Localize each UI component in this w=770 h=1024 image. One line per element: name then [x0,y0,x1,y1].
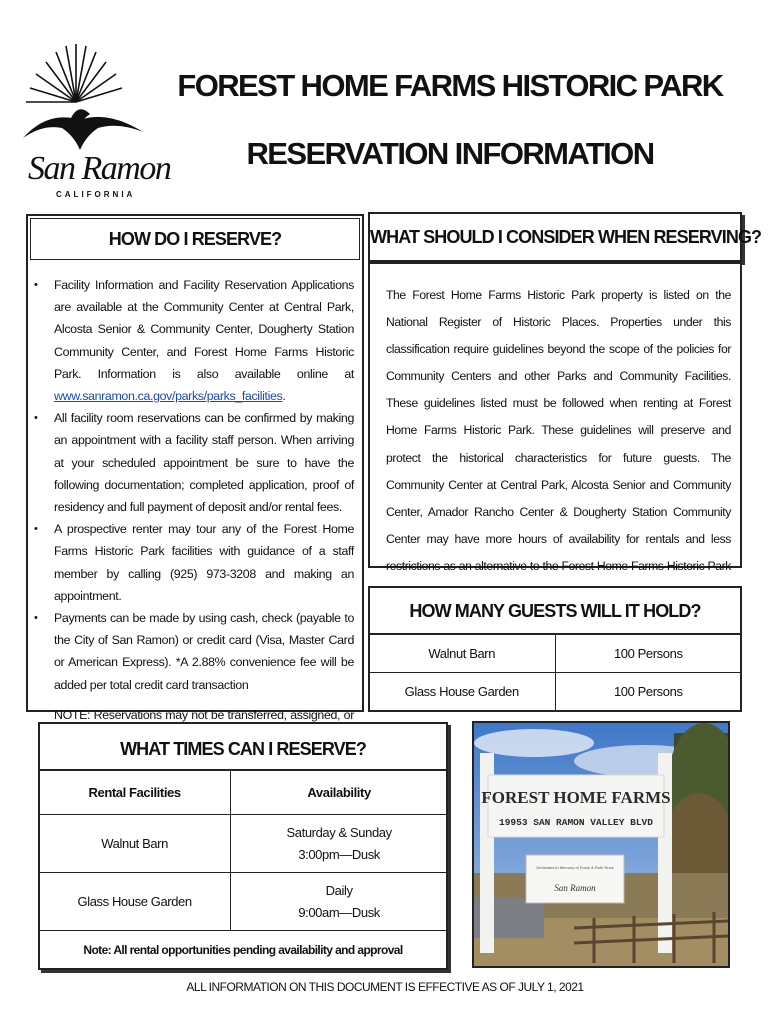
table-row [39,873,448,931]
times-note: Note: All rental opportunities pending availability and approval [39,931,448,969]
san-ramon-logo [18,40,171,200]
availability-days: Saturday & Sunday [286,824,392,840]
table-row [39,931,448,969]
list-item: • A prospective renter may tour any of the Forest Home Farms Historic Park facilities with guidance of a staff member by calling (925) 973-3208 and making an appointment. [30,518,354,607]
consider-heading-box [368,212,762,262]
consider-section [368,262,742,573]
guests-section [368,586,742,712]
page-title-line2: RESERVATION INFORMATION [246,136,654,171]
list-item [30,274,354,407]
reserve-steps-list [30,274,354,696]
times-availability-cell [231,815,448,873]
times-heading: WHAT TIMES CAN I RESERVE? [40,724,446,770]
times-facility-cell: Glass House Garden [39,873,231,931]
list-item: • All facility room reservations can be confirmed by making an appointment with a facility staff person. When arriving at your scheduled appointment be sure to have the following documentation; completed application, proof of residency and full payment of deposit and/or rental fees. [30,407,354,518]
guests-capacity-cell: 100 Persons [555,635,742,673]
guests-table [368,634,742,711]
sign-title-text: FOREST HOME FARMS [481,788,671,807]
parks-facilities-link[interactable]: www.sanramon.ca.gov/parks/parks_facilities [54,389,283,404]
plaque-dedication-text: Dedicated in Memory of Frank & Ruth Russ [536,865,614,870]
page-title-line1: FOREST HOME FARMS HISTORIC PARK [177,68,723,103]
how-to-reserve-heading: HOW DO I RESERVE? [30,218,360,260]
availability-days: Daily [325,882,353,898]
guests-facility-cell: Walnut Barn [369,635,556,673]
consider-heading: WHAT SHOULD I CONSIDER WHEN RESERVING? [370,214,740,260]
times-table [38,770,448,969]
guests-capacity-cell: 100 Persons [555,673,742,711]
consider-text: The Forest Home Farms Historic Park property is listed on the National Register of Historic Places. Properties under this classification require guidelines beyond the scope of the policies for Community Centers and other Parks and Community Facilities. These guidelines listed must be followed when renting at Forest Home Farms Historic Park. These guidelines will preserve and protect the historical characteristics for future guests. The Community Center at Central Park, Alcosta Senior and Community Center, Amador Rancho Center & Dougherty Station Community Center may have more hours of availability for rentals and less restrictions as an alternative to the Forest Home Farms Historic Park [386,288,731,573]
sun-eagle-icon [18,40,148,155]
reserve-info-text: Facility Information and Facility Reservation Applications are available at the Community Center at Central Park, Alcosta Senior & Community Center, Dougherty Station Community Center, and Forest Home Farms Historic Park. Information is also available online at [54,278,354,381]
logo-city-name: San Ramon [28,150,171,187]
times-availability-cell [231,873,448,931]
availability-hours: 9:00am—Dusk [298,904,380,920]
sign-address-text: 19953 SAN RAMON VALLEY BLVD [499,817,653,828]
table-row [39,815,448,873]
how-to-reserve-section [26,214,364,722]
effective-date-footer: ALL INFORMATION ON THIS DOCUMENT IS EFFECTIVE AS OF JULY 1, 2021 [186,980,584,994]
plaque-logo-text: San Ramon [554,883,596,893]
sign-photo-illustration [474,723,728,966]
times-facility-cell: Walnut Barn [39,815,231,873]
availability-header: Availability [231,771,448,815]
guests-heading: HOW MANY GUESTS WILL IT HOLD? [370,588,740,634]
forest-home-farms-sign-photo [472,721,730,968]
period: . [282,389,286,404]
guests-facility-cell: Glass House Garden [369,673,556,711]
rental-facilities-header: Rental Facilities [39,771,231,815]
table-row [369,673,742,711]
list-item: • Payments can be made by using cash, check (payable to the City of San Ramon) or credit card (Visa, Master Card or American Express). *A 2.88% convenience fee will be added per total credit card transaction [30,607,354,696]
table-row [369,635,742,673]
logo-state-name: CALIFORNIA [56,190,136,199]
times-section [38,722,448,970]
availability-hours: 3:00pm—Dusk [298,846,380,862]
table-row [39,771,448,815]
reservation-note: NOTE: Reservations may not be transferred, assigned, or [54,707,354,722]
